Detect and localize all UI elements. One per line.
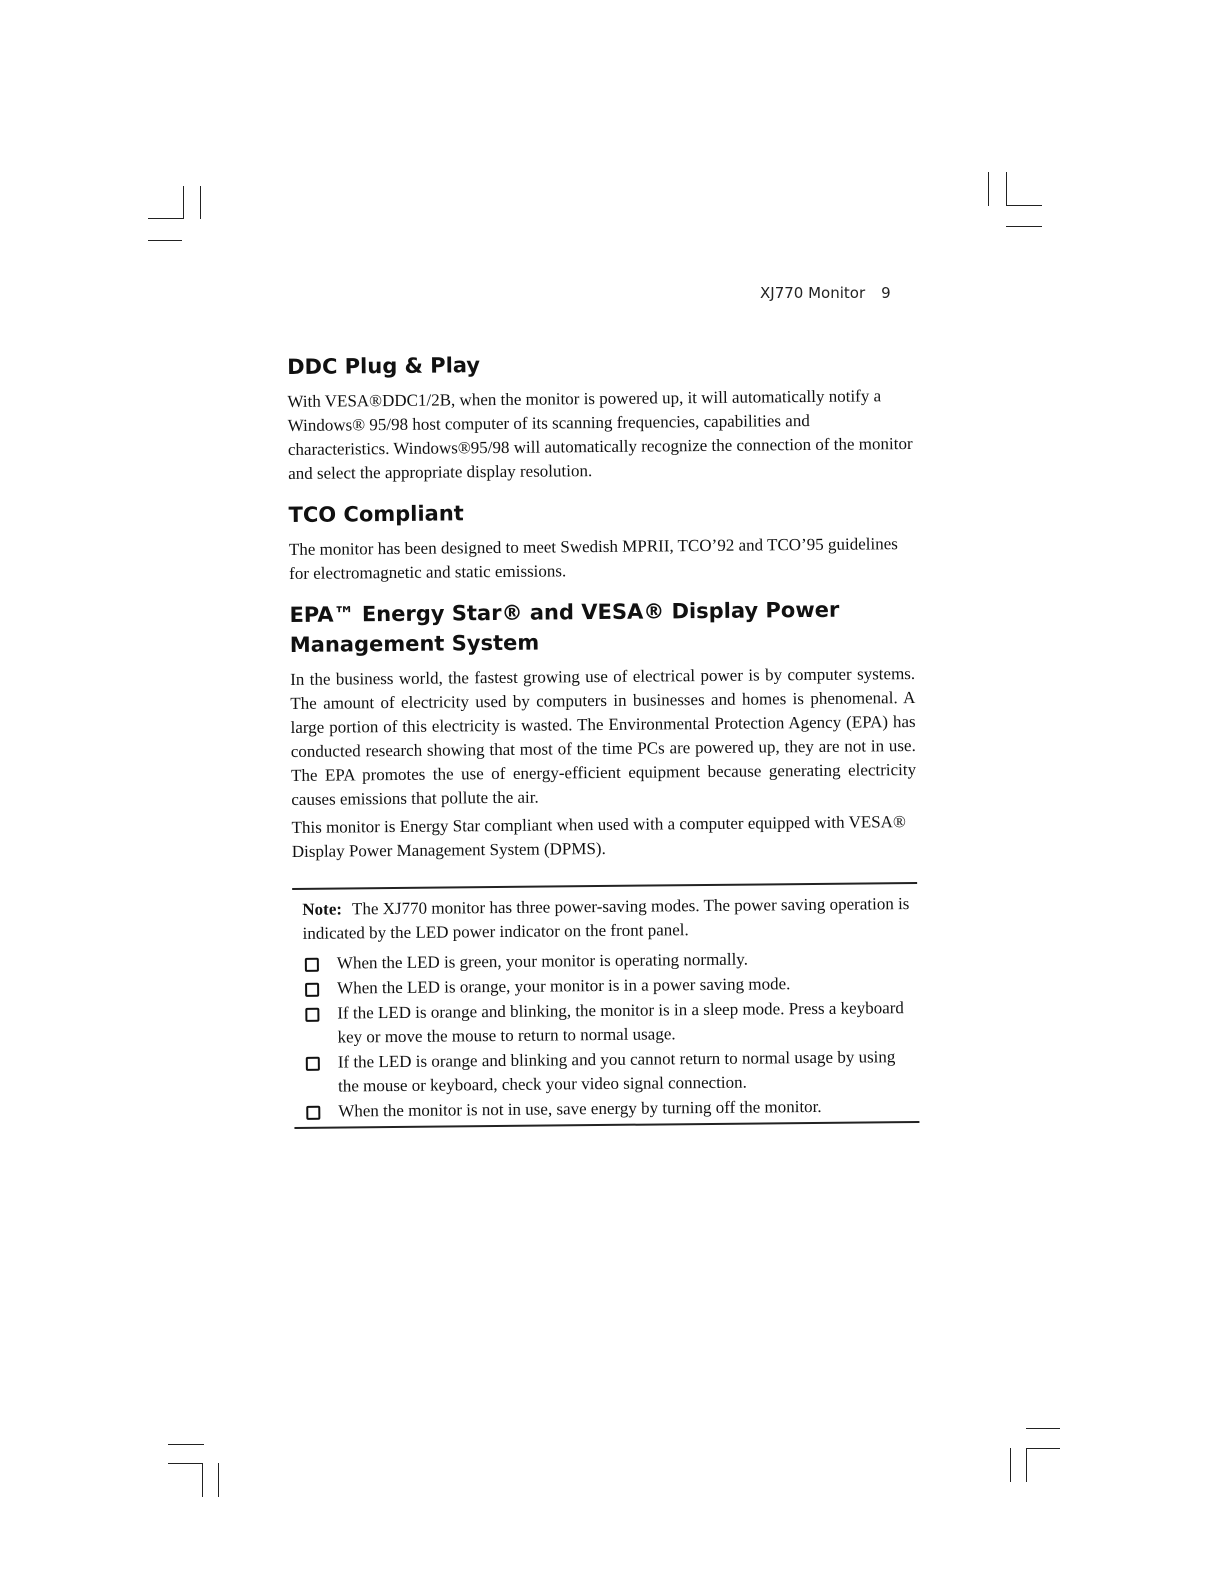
crop-mark-bottom-left-v2 (218, 1463, 219, 1497)
note-text: The XJ770 monitor has three power-saving modes. The power saving operation is indicated by the LED power indicator on the front panel. (302, 894, 910, 943)
list-item-text: When the monitor is not in use, save energy by turning off the monitor. (338, 1096, 822, 1121)
crop-mark-top-left-v2 (200, 186, 201, 219)
section-heading-tco: TCO Compliant (288, 501, 464, 527)
list-item-text: When the LED is green, your monitor is operating normally. (336, 949, 748, 973)
list-item-text: When the LED is orange, your monitor is in a power saving mode. (337, 974, 791, 998)
crop-mark-top-left-v (183, 186, 184, 219)
crop-mark-bottom-left-h2 (168, 1463, 202, 1464)
list-item (303, 996, 912, 1050)
note-list (303, 946, 914, 1124)
checkbox-bullet-icon (305, 958, 319, 972)
crop-mark-bottom-right-v (1026, 1448, 1027, 1482)
list-item-text: If the LED is orange and blinking, the monitor is in a sleep mode. Press a keyboard key or move the mouse to return to normal usage. (337, 998, 904, 1047)
crop-mark-top-right-h2 (1006, 226, 1042, 227)
crop-mark-top-left-h (148, 218, 184, 219)
energy-paragraph-1: In the business world, the fastest growing use of electrical power is by computer systems. The amount of electricity used by computers in businesses and homes is phenomenal. A large portion of this electricity is wasted. The Environmental Protection Agency (EPA) has conducted research showing that most of the time PCs are powered up, they are not in use. The EPA promotes the use of energy-efficient equipment because generating electricity causes emissions that pollute the air. (290, 663, 917, 809)
checkbox-bullet-icon (306, 1057, 320, 1071)
crop-mark-top-right-h (1006, 205, 1042, 206)
section-ddc (287, 346, 913, 486)
crop-mark-top-left-h2 (148, 240, 182, 241)
checkbox-bullet-icon (305, 1008, 319, 1022)
crop-mark-top-right-v (988, 172, 989, 206)
heading-line-1: EPA™ Energy Star® and VESA® Display Power (289, 597, 840, 627)
note-intro (302, 892, 911, 946)
list-item (304, 1045, 913, 1099)
section-heading-energy-star (289, 594, 915, 660)
section-energy-star (289, 594, 917, 864)
running-header-title: XJ770 Monitor (760, 284, 866, 302)
crop-mark-bottom-left-h (168, 1444, 204, 1445)
energy-paragraph-2: This monitor is Energy Star compliant when used with a computer equipped with VESA® Display Power Management System (DPMS). (291, 812, 906, 861)
crop-mark-bottom-left-v (202, 1463, 203, 1497)
section-heading-ddc: DDC Plug & Play (287, 353, 481, 379)
checkbox-bullet-icon (306, 1106, 320, 1120)
crop-mark-bottom-right-v2 (1010, 1448, 1011, 1482)
list-item (304, 1094, 913, 1124)
tco-paragraph: The monitor has been designed to meet Swedish MPRII, TCO’92 and TCO’95 guidelines for electromagnetic and static emissions. (288, 534, 898, 583)
running-header (760, 284, 906, 302)
ddc-paragraph: With VESA®DDC1/2B, when the monitor is powered up, it will automatically notify a Windows® 95/98 host computer of its scanning frequencies, capabilities and characteristics. Windows®95/98 will automatically recognize the connection of the monitor and select the appropriate display resolution. (287, 386, 913, 483)
page-content (287, 346, 919, 1129)
section-tco (288, 494, 914, 586)
note-box (292, 882, 919, 1129)
page-number: 9 (881, 284, 891, 302)
crop-mark-bottom-right-h (1026, 1428, 1060, 1429)
checkbox-bullet-icon (305, 983, 319, 997)
list-item-text: If the LED is orange and blinking and you cannot return to normal usage by using the mouse or keyboard, check your video signal connection. (337, 1047, 896, 1096)
crop-mark-top-right-v2 (1006, 172, 1007, 206)
note-label: Note: (302, 899, 343, 919)
crop-mark-bottom-right-h2 (1026, 1448, 1060, 1449)
heading-line-2: Management System (289, 630, 540, 657)
